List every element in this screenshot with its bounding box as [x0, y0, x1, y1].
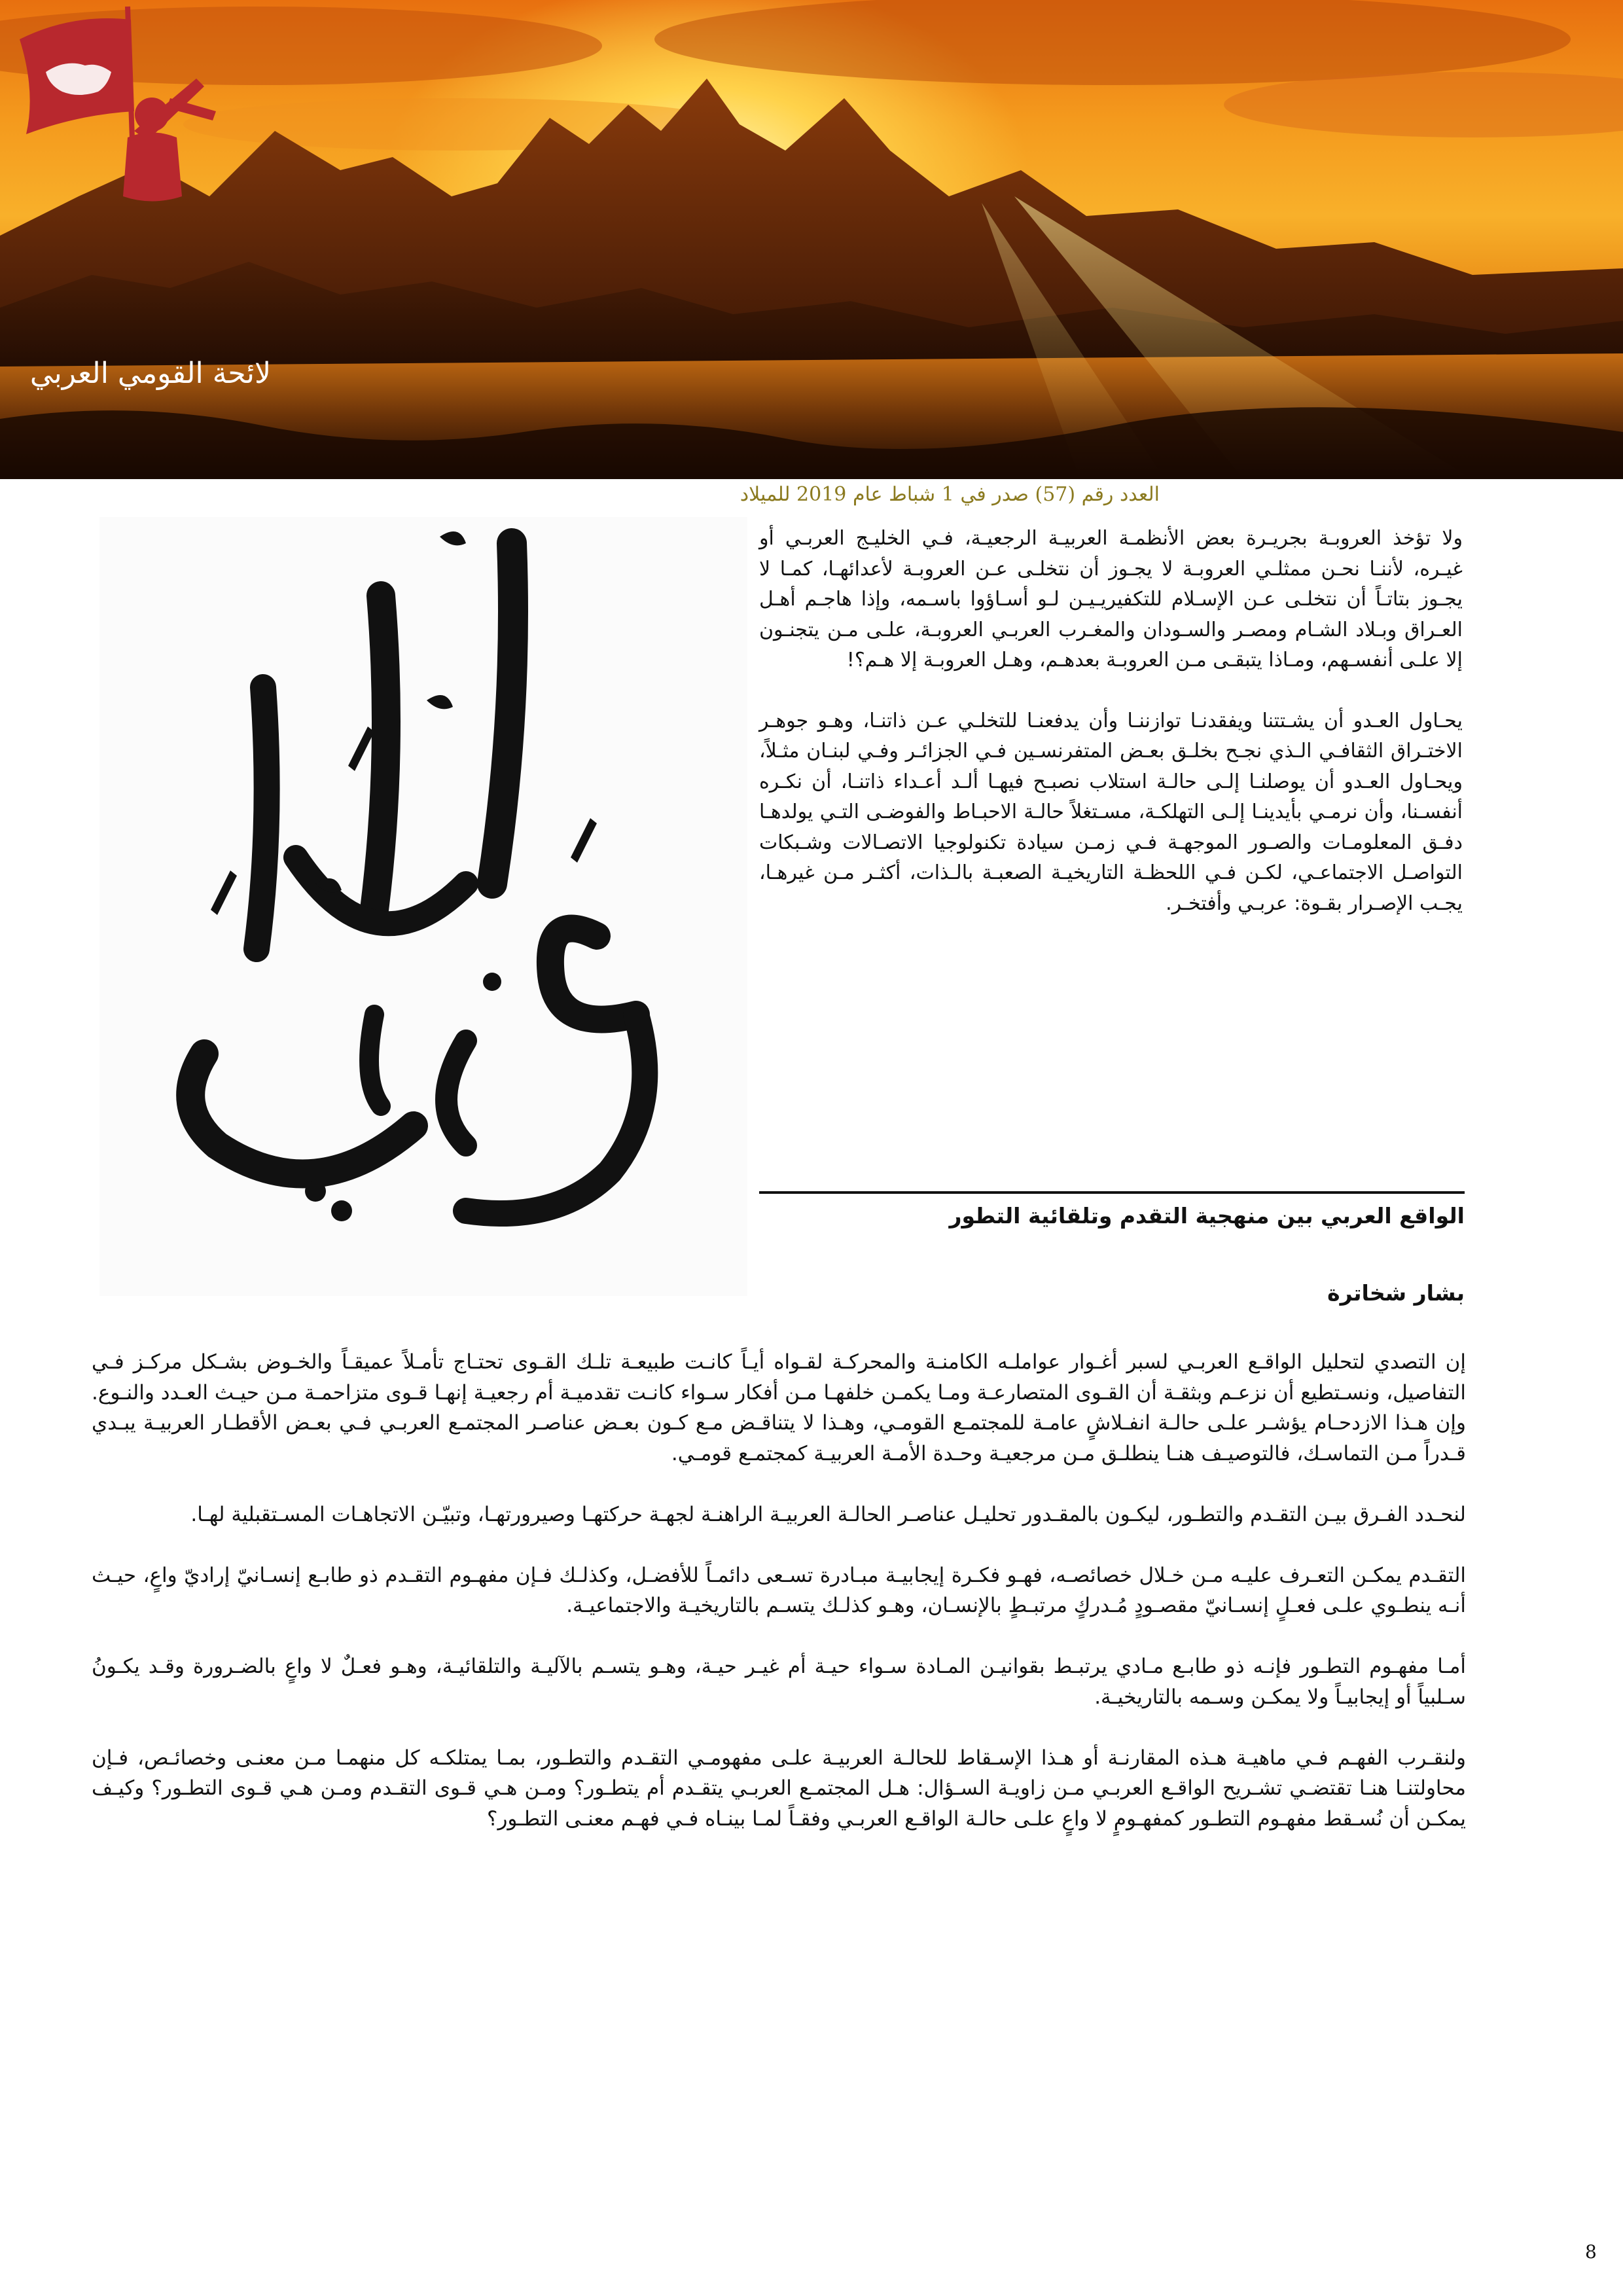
logo-icon — [0, 0, 288, 249]
article-paragraph-3: التقـدم يمكـن التعـرف عليـه مـن خـلال خصائصـه، فهـو فكـرة إيجابيـة مبـادرة تسـعى دائمـاً للأفضـل، وكذلـك فـإن مفهـوم التقـدم ذو طابـع إنسـانيّ إراديّ واعٍ، حيـث أنـه ينطـوي علـى فعـلٍ إنسـانيّ مقصـودٍ مُـدركٍ مرتبـطٍ بالإنسـان، وهـو كذلـك يتسـم بالتاريخيـة والاجتماعيـة. — [92, 1563, 1466, 1617]
header-banner — [0, 0, 1623, 479]
issue-line: العدد رقم (57) صدر في 1 شباط عام 2019 للميلاد — [740, 483, 1160, 506]
section-divider — [759, 1191, 1465, 1194]
article-title: الواقع العربي بين منهجية التقدم وتلقائية التطور — [949, 1203, 1465, 1229]
article-paragraph-5: ولنقـرب الفهـم فـي ماهيـة هـذه المقارنـة أو هـذا الإسـقاط للحالـة العربيـة علـى مفهومـي التقـدم والتطـور، بمـا يمتلكـه كل منهمـا مـن معنـى وخصائـص، فـإن محاولتنـا هنـا تقتضـي تشـريح الواقـع العربـي مـن زاويـة السـؤال: هـل المجتمـع العربـي يتقـدم أم يتطـور؟ ومـن هـي قـوى التقـدم ومـن هـي قـوى التطـور؟ وكيـف يمكـن أن نُسـقط مفهـوم التطـور كمفهـومٍ لا واعٍ علـى حالـة الواقـع العربـي وفقـاً لمـا بينـاه فـي فهـم معنـى التطـور؟ — [92, 1746, 1466, 1831]
intro-paragraph-1: ولا تؤخذ العروبـة بجريـرة بعض الأنظمـة العربيـة الرجعيـة، فـي الخليـج العربـي أو غيـره، لأننـا نحـن ممثلـي العروبـة لا يجـوز أن نتخلـى عـن العروبـة لأعدائهـا، كمـا لا يجـوز بتاتـاً أن نتخلـى عـن الإسـلام للتكفيريـيـن لـو أسـاؤوا باسـمه، وإذا هاجـم أهـل العـراق وبـلاد الشـام ومصـر والسـودان والمغـرب العربـي العروبـة، علـى مـن يتجنـون إلا علـى أنفسـهم، ومـاذا يتبقـى مـن العروبـة بعدهـم، وهـل العروبـة إلا هـم؟! — [759, 527, 1463, 672]
article-author: بشار شخاترة — [1327, 1280, 1465, 1306]
calligraphy-ana-arabi-icon — [99, 517, 747, 1296]
intro-column — [759, 524, 1463, 949]
article-paragraph-4: أمـا مفهـوم التطـور فإنـه ذو طابـع مـادي يرتبـط بقوانيـن المـادة سـواء حيـة أم غيـر حيـة، وهـو يتسـم بالآليـة والتلقائيـة، وهـو فعـلٌ لا واعٍ بالضـرورة وقـد يكـونُ سـلبياً أو إيجابيـاً ولا يمكـن وسـمه بالتاريخيـة. — [92, 1655, 1466, 1709]
logo-caption: لائحة القومي العربي — [29, 357, 272, 390]
page-number: 8 — [1585, 2241, 1597, 2263]
calligraphy-image — [99, 517, 747, 1296]
article-paragraph-1: إن التصدي لتحليل الواقـع العربـي لسبر أغـوار عواملـه الكامنـة والمحركـة لقـواه أيـاً كانـت طبيعـة تلـك القـوى تحتـاج تأمـلاً عميقـاً والخـوض بشـكل مركـز فـي التفاصيل، ونسـتطيع أن نزعـم وبثقـة أن القـوى المتصارعـة ومـا يكمـن خلفهـا مـن أفكار سـواء كانـت تقدميـة أم رجعيـة إنهـا قـوى متزاحمـة مـن حيـث العـدد والنـوع. وإن هـذا الازدحـام يؤشـر علـى حالـة انفـلاشٍ عامـة للمجتمـع القومـي، وهـذا لا يتناقـض مـع كـون بعـض عناصـر المجتمـع العربـي فـي بعـض الأقطـار العربيـة يبـدي قـدراً مـن التماسـك، فالتوصيـف هنـا ينطلـق مـن مرجعيـة وحـدة الأمـة العربيـة كمجتمـع قومـي. — [92, 1350, 1466, 1465]
article-paragraph-2: لنحـدد الفـرق بيـن التقـدم والتطـور، ليكـون بالمقـدور تحليـل عناصـر الحالـة العربيـة الراهنـة لجهـة حركتهـا وصيرورتهـا، وتبيّـن الاتجاهـات المسـتقبلية لهـا. — [190, 1502, 1466, 1526]
intro-paragraph-2: يحـاول العـدو أن يشـتتنا ويفقدنـا توازننـا وأن يدفعنـا للتخلـي عـن ذاتنـا، وهـو جوهـر الاختـراق الثقافـي الـذي نجـح بخلـق بعـض المتفرنسـين فـي الجزائـر وفـي لبنـان مثـلاً، ويحـاول العـدو أن يوصلنـا إلـى حالـة استلاب نصبـح فيهـا ألـد أعـداء ذاتنـا، أن نكـره أنفسـنا، وأن نرمـي بأيدينـا إلـى التهلكـة، مسـتغلاً حالـة الاحبـاط والفوضـى التـي يولدهـا دفـق المعلومـات والصـور الموجهـة فـي زمـن سيادة تكنولوجيا الاتصـالات وشـبكات التواصـل الاجتماعـي، لكـن فـي اللحظـة التاريخيـة الصعبـة بالـذات، أكثـر مـن غيرهـا، يجـب الإصـرار بقـوة: عربـي وأفتخـر. — [759, 709, 1463, 915]
article-body — [92, 1347, 1466, 1865]
